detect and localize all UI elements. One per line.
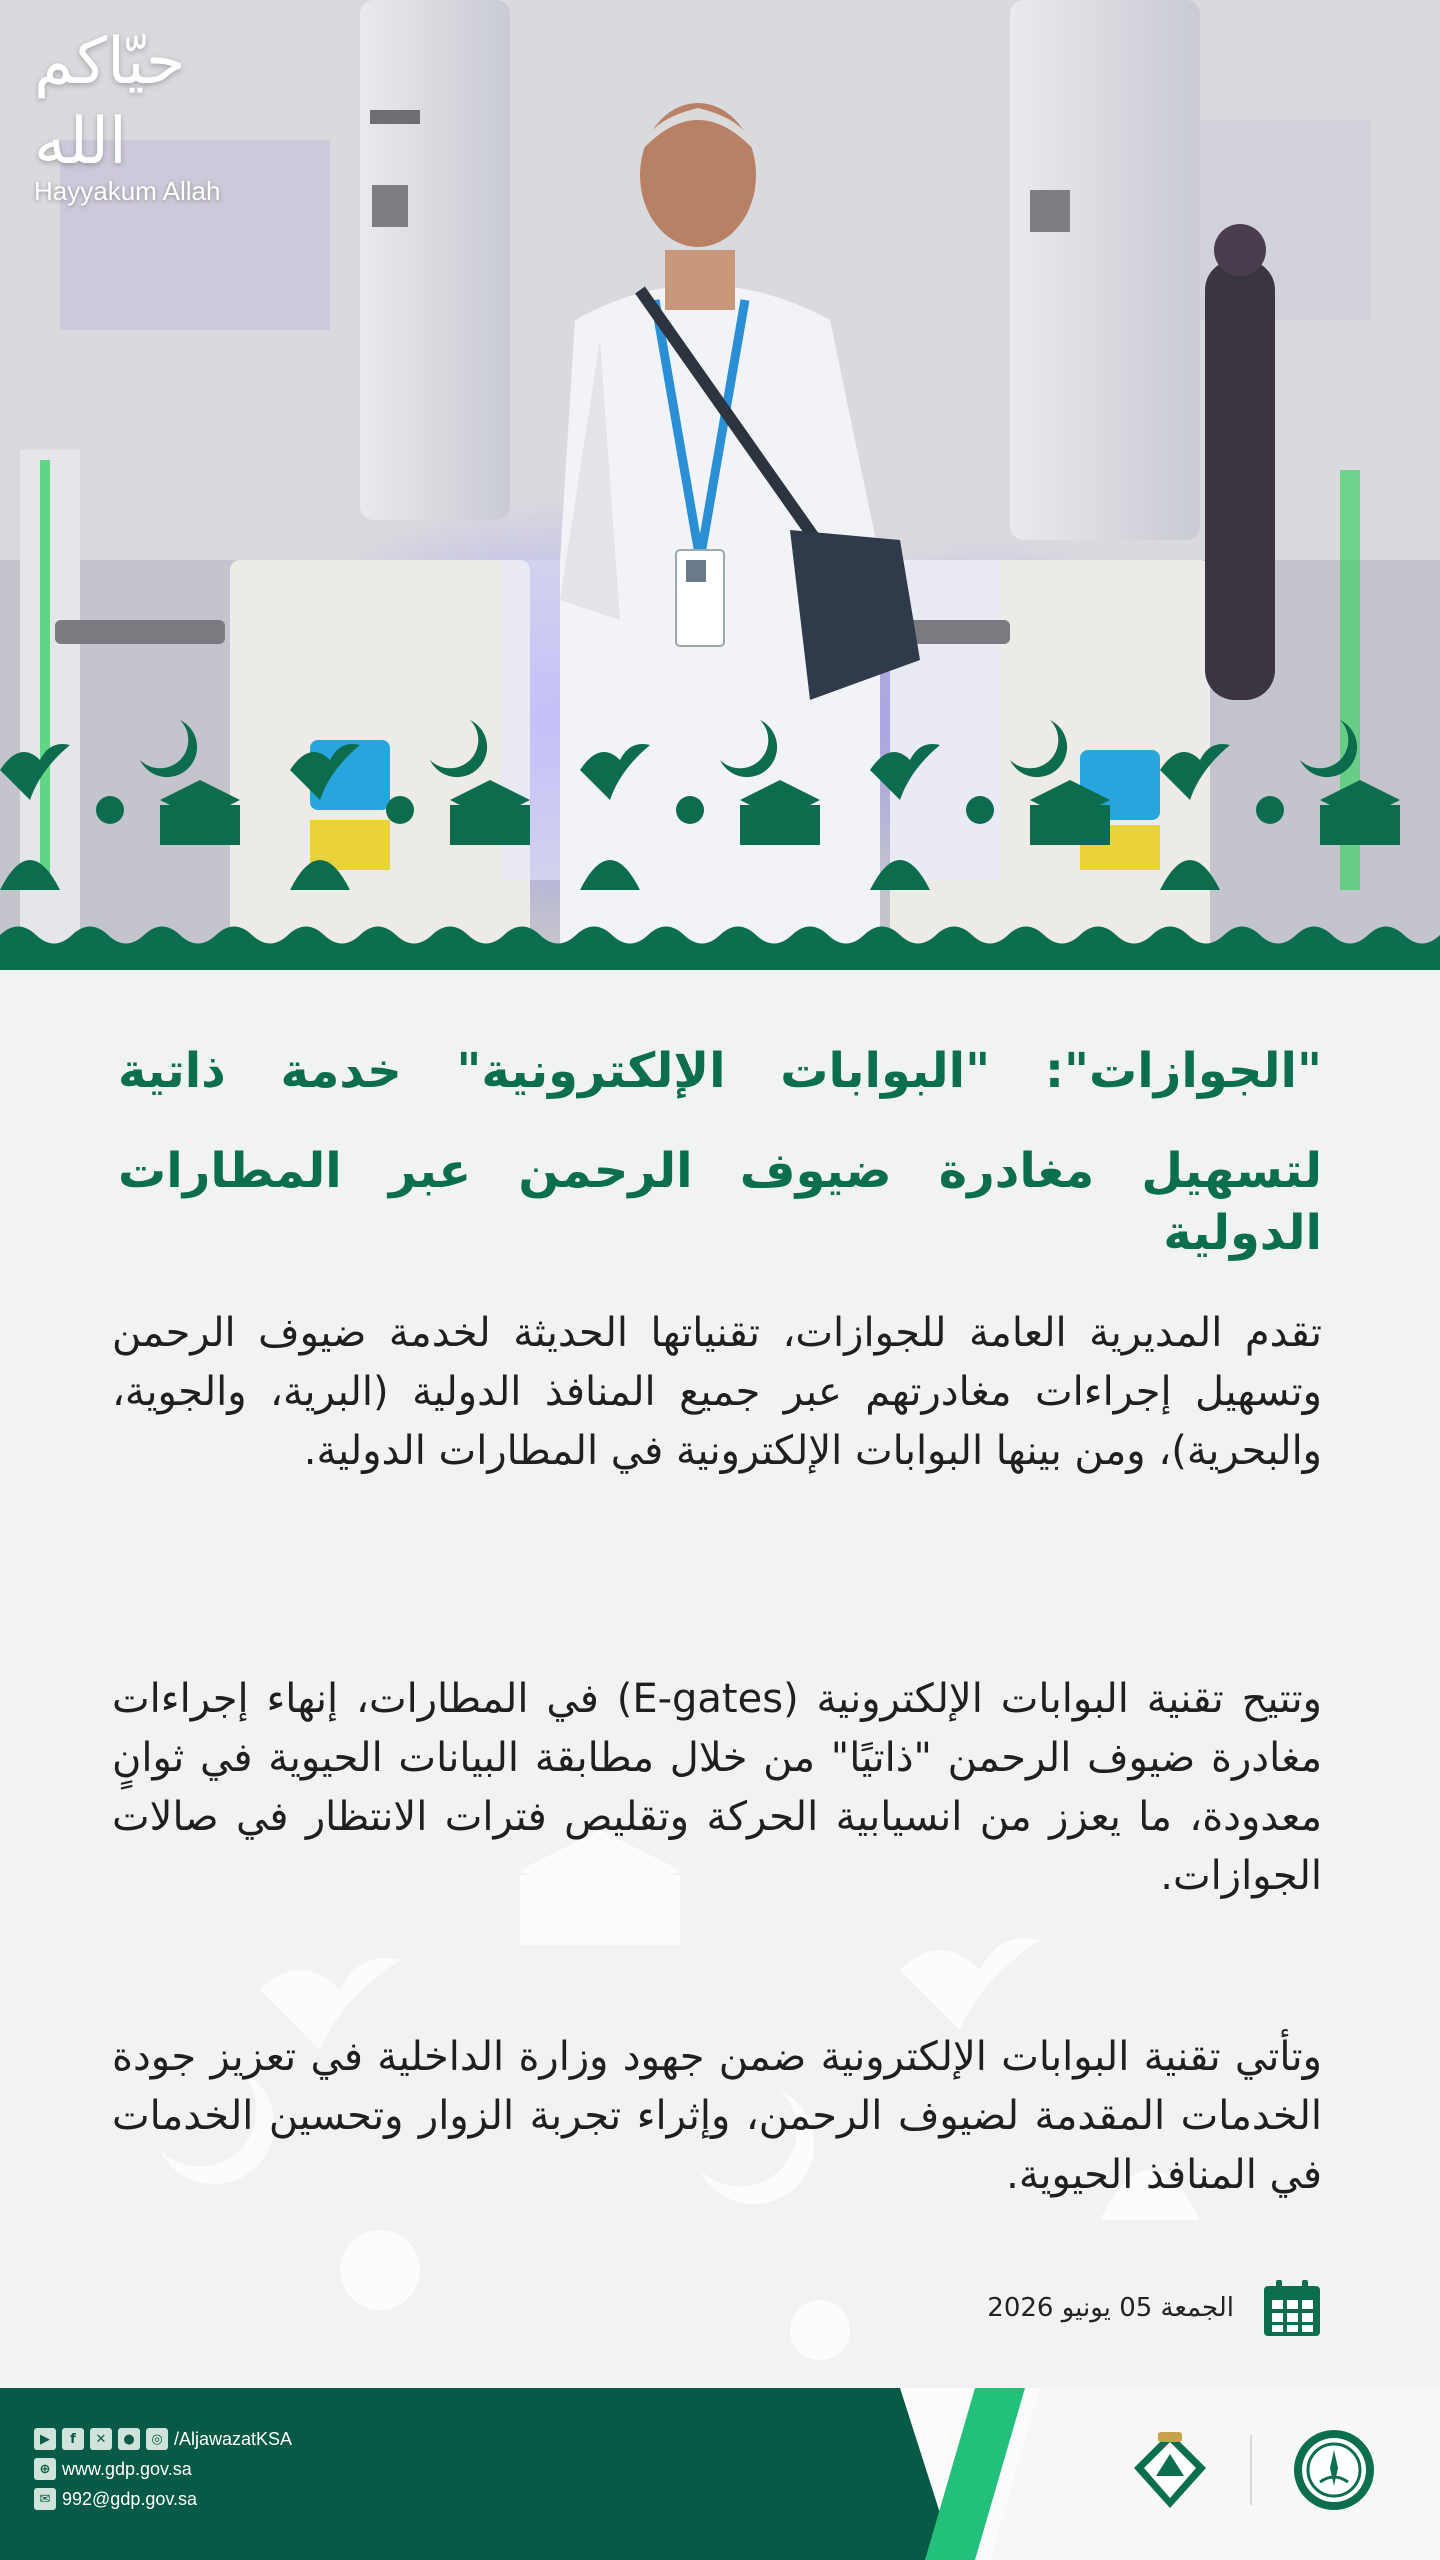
- publish-date: [987, 2278, 1322, 2338]
- logo-arabic: حيّاكم الله: [34, 25, 186, 179]
- article-paragraph: وتتيح تقنية البوابات الإلكترونية (E-gates) في المطارات، إنهاء إجراءات مغادرة ضيوف الرحمن "ذاتيًا" من خلال مطابقة البيانات الحيوية في ثوانٍ معدودة، ما يعزز من انسيابية الحركة وتقليص فترات الانتظار في صالات الجوازات.: [112, 1676, 1322, 1899]
- headline-line-2: لتسهيل مغادرة ضيوف الرحمن عبر المطارات الدولية: [118, 1143, 1322, 1261]
- snapchat-icon[interactable]: ●: [118, 2428, 140, 2450]
- contact-info: [34, 2424, 292, 2514]
- website-link[interactable]: www.gdp.gov.sa: [62, 2458, 192, 2479]
- hayyakum-allah-logo: [34, 22, 244, 207]
- article-content: [0, 970, 1440, 2388]
- ministry-of-interior-emblem-icon: [1292, 2428, 1376, 2512]
- social-row: [34, 2424, 292, 2454]
- youtube-icon[interactable]: ▶: [34, 2428, 56, 2450]
- globe-icon: ⊕: [34, 2458, 56, 2480]
- facebook-icon[interactable]: f: [62, 2428, 84, 2450]
- calendar-icon: [1262, 2278, 1322, 2338]
- article-paragraph: وتأتي تقنية البوابات الإلكترونية ضمن جهود وزارة الداخلية في تعزيز جودة الخدمات المقدمة لضيوف الرحمن، وإثراء تجربة الزوار وتحسين الخدمات في المنافذ الحيوية.: [112, 2034, 1322, 2198]
- instagram-icon[interactable]: ◎: [146, 2428, 168, 2450]
- social-handle[interactable]: /AljawazatKSA: [174, 2428, 293, 2449]
- article-paragraph: تقدم المديرية العامة للجوازات، تقنياتها الحديثة لخدمة ضيوف الرحمن وتسهيل إجراءات مغادرتهم عبر جميع المنافذ الدولية (البرية، والجوية، والبحرية)، ومن بينها البوابات الإلكترونية في المطارات الدولية.: [112, 1310, 1322, 1474]
- website-row: [34, 2454, 292, 2484]
- x-icon[interactable]: ✕: [90, 2428, 112, 2450]
- email-row: [34, 2484, 292, 2514]
- hero-photo: [0, 0, 1440, 970]
- logo-divider: [1250, 2435, 1252, 2505]
- logos: [1130, 2428, 1376, 2512]
- logo-english: Hayyakum Allah: [34, 176, 221, 206]
- email-link[interactable]: 992@gdp.gov.sa: [62, 2488, 198, 2509]
- footer: [0, 2388, 1440, 2560]
- mail-icon: ✉: [34, 2488, 56, 2510]
- headline-line-1: "الجوازات": "البوابات الإلكترونية" خدمة ذاتية: [118, 1043, 1322, 1099]
- jawazat-emblem-icon: [1130, 2428, 1210, 2512]
- date-text: الجمعة 05 يونيو 2026: [987, 2293, 1234, 2323]
